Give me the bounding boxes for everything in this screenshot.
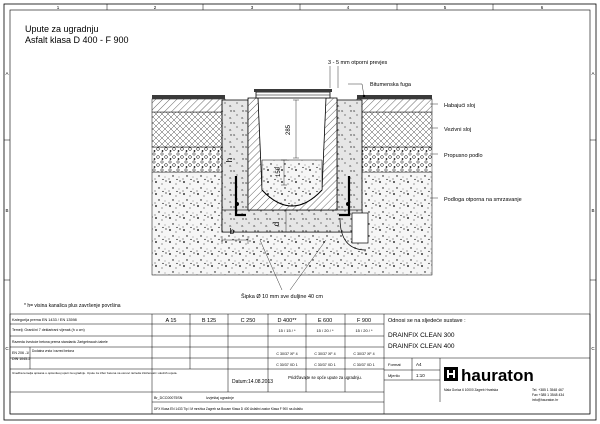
col-2: 2 <box>153 5 157 10</box>
binder-layer-left <box>152 112 225 147</box>
logo-text: hauraton <box>461 366 534 385</box>
company-address: Mala Gorica 6 10000 Zagreb Hrvatska <box>444 388 499 392</box>
wearing-layer-left <box>152 99 225 112</box>
scale-label: Mjerilo <box>388 373 400 378</box>
conc-f900-1: C 30/37 XF 4 <box>353 352 375 356</box>
label-rebar: Šipka Ø 10 mm sve duljine 40 cm <box>241 294 323 300</box>
system-400: DRAINFIX CLEAN 400 <box>388 343 455 350</box>
cross-section <box>152 66 438 290</box>
dim-d: d <box>272 221 281 227</box>
footer-line: DFX Klasa EN 1433 Tip I M mrežica Zagreb sa Bocam Klasa D 400 Asfaltni zastor Klasa F 900 na Asfaltu <box>154 407 303 411</box>
conc-d400-1: C 30/37 XF 4 <box>276 352 298 356</box>
din-label-1: EN 206 -1/ <box>12 351 30 355</box>
format-label: Format <box>388 362 401 367</box>
class-e600: E 600 <box>317 318 333 324</box>
col-5: 5 <box>443 5 447 10</box>
outlet-pipe <box>352 213 368 243</box>
doc-name: Izvještaj ugradnje <box>206 396 234 400</box>
class-b125: B 125 <box>201 318 217 324</box>
row-b-right: B <box>591 208 595 213</box>
dims-e600: 15 / 20 / * <box>316 328 334 333</box>
row-a-right: A <box>591 71 595 76</box>
dim-b: b <box>229 227 235 236</box>
binder-layer-right <box>357 112 432 147</box>
label-bitumen: Bitumenska fuga <box>370 82 411 88</box>
label-wearing-layer: Habajući sloj <box>444 103 476 109</box>
class-c250: C 250 <box>240 318 256 324</box>
row-c-right: C <box>591 346 595 351</box>
din-text: Dodatna vrsta i razred betona <box>32 349 74 353</box>
class-d400: D 400** <box>277 318 297 324</box>
title-block <box>10 314 590 414</box>
col-1: 1 <box>56 5 60 10</box>
wearing-layer-right <box>357 99 432 112</box>
conc-f900-2: C 30/37 XD 1 <box>353 363 375 367</box>
footnote: * h= visina kanalica plus završenje površina <box>24 303 121 309</box>
col-3: 3 <box>250 5 254 10</box>
class-a15: A 15 <box>165 318 177 324</box>
row-c: C <box>5 346 9 351</box>
class-f900: F 900 <box>356 318 372 324</box>
dim-285: 285 <box>286 124 292 136</box>
install-notice: Pridržavajte se opće upute za ugradnju. <box>288 375 362 380</box>
scale-value: 1:10 <box>416 373 425 378</box>
date-label: Datum: <box>232 379 249 385</box>
label-permeable-layer: Propusno podlo <box>444 153 483 159</box>
dim-h: h <box>225 157 234 163</box>
label-frost-layer: Podloga otporna na smrzavanje <box>444 197 522 203</box>
system-300: DRAINFIX CLEAN 300 <box>388 332 455 339</box>
col-4: 4 <box>346 5 350 10</box>
strength-label: Razreda čvrstoće betona prema standardu Zartgebrauch-tabele <box>12 340 108 344</box>
permeable-layer-right <box>352 147 432 172</box>
systems-label: Odnosi se na sljedeće sustave : <box>388 318 466 324</box>
title-line2: Asfalt klasa D 400 - F 900 <box>25 35 129 45</box>
dim-150: 150 <box>276 166 282 178</box>
row-b: B <box>5 208 9 213</box>
norm-label: Kategorija prema EN 1433 / EN 13598 <box>12 318 77 322</box>
concrete-label: Temelj: Granični 7 deklarirani vijenaš (h u cm) <box>12 328 85 332</box>
company-email: info@hauraton.hr <box>532 398 559 402</box>
din-label-2: DIN 1045-2 <box>12 357 31 361</box>
company-fax: Fax +385 1 3548 434 <box>532 393 565 397</box>
doc-number: Br_DCC00075SN <box>154 396 183 400</box>
surface-left <box>152 95 225 99</box>
note-text: Izvedba temelja opisana u općeniteoj uputi za ugradnju. Upute za izbor betona na osnovi razreda izloženosti i okolnih uvjeta. <box>12 371 178 375</box>
permeable-layer-left <box>152 147 232 172</box>
dims-d400: 15 / 15 / * <box>278 328 296 333</box>
format-value: A4 <box>416 362 422 367</box>
col-6: 6 <box>540 5 544 10</box>
title-line1: Upute za ugradnju <box>25 24 99 34</box>
conc-d400-2: C 30/37 XD 1 <box>276 363 298 367</box>
label-gap: 3 - 5 mm otporni prevjes <box>328 60 388 66</box>
grating-frame <box>254 89 332 92</box>
conc-e600-1: C 30/37 XF 4 <box>314 352 336 356</box>
conc-e600-2: C 30/37 XD 1 <box>314 363 336 367</box>
company-phone: Tel. +385 1 3548 467 <box>532 388 564 392</box>
label-binder-layer: Vezivni sloj <box>444 127 472 133</box>
date-value: 14.08.2013 <box>248 379 274 385</box>
dims-f900: 15 / 20 / * <box>355 328 373 333</box>
row-a: A <box>5 71 9 76</box>
surface-right <box>357 95 432 99</box>
hauraton-logo <box>444 366 534 385</box>
